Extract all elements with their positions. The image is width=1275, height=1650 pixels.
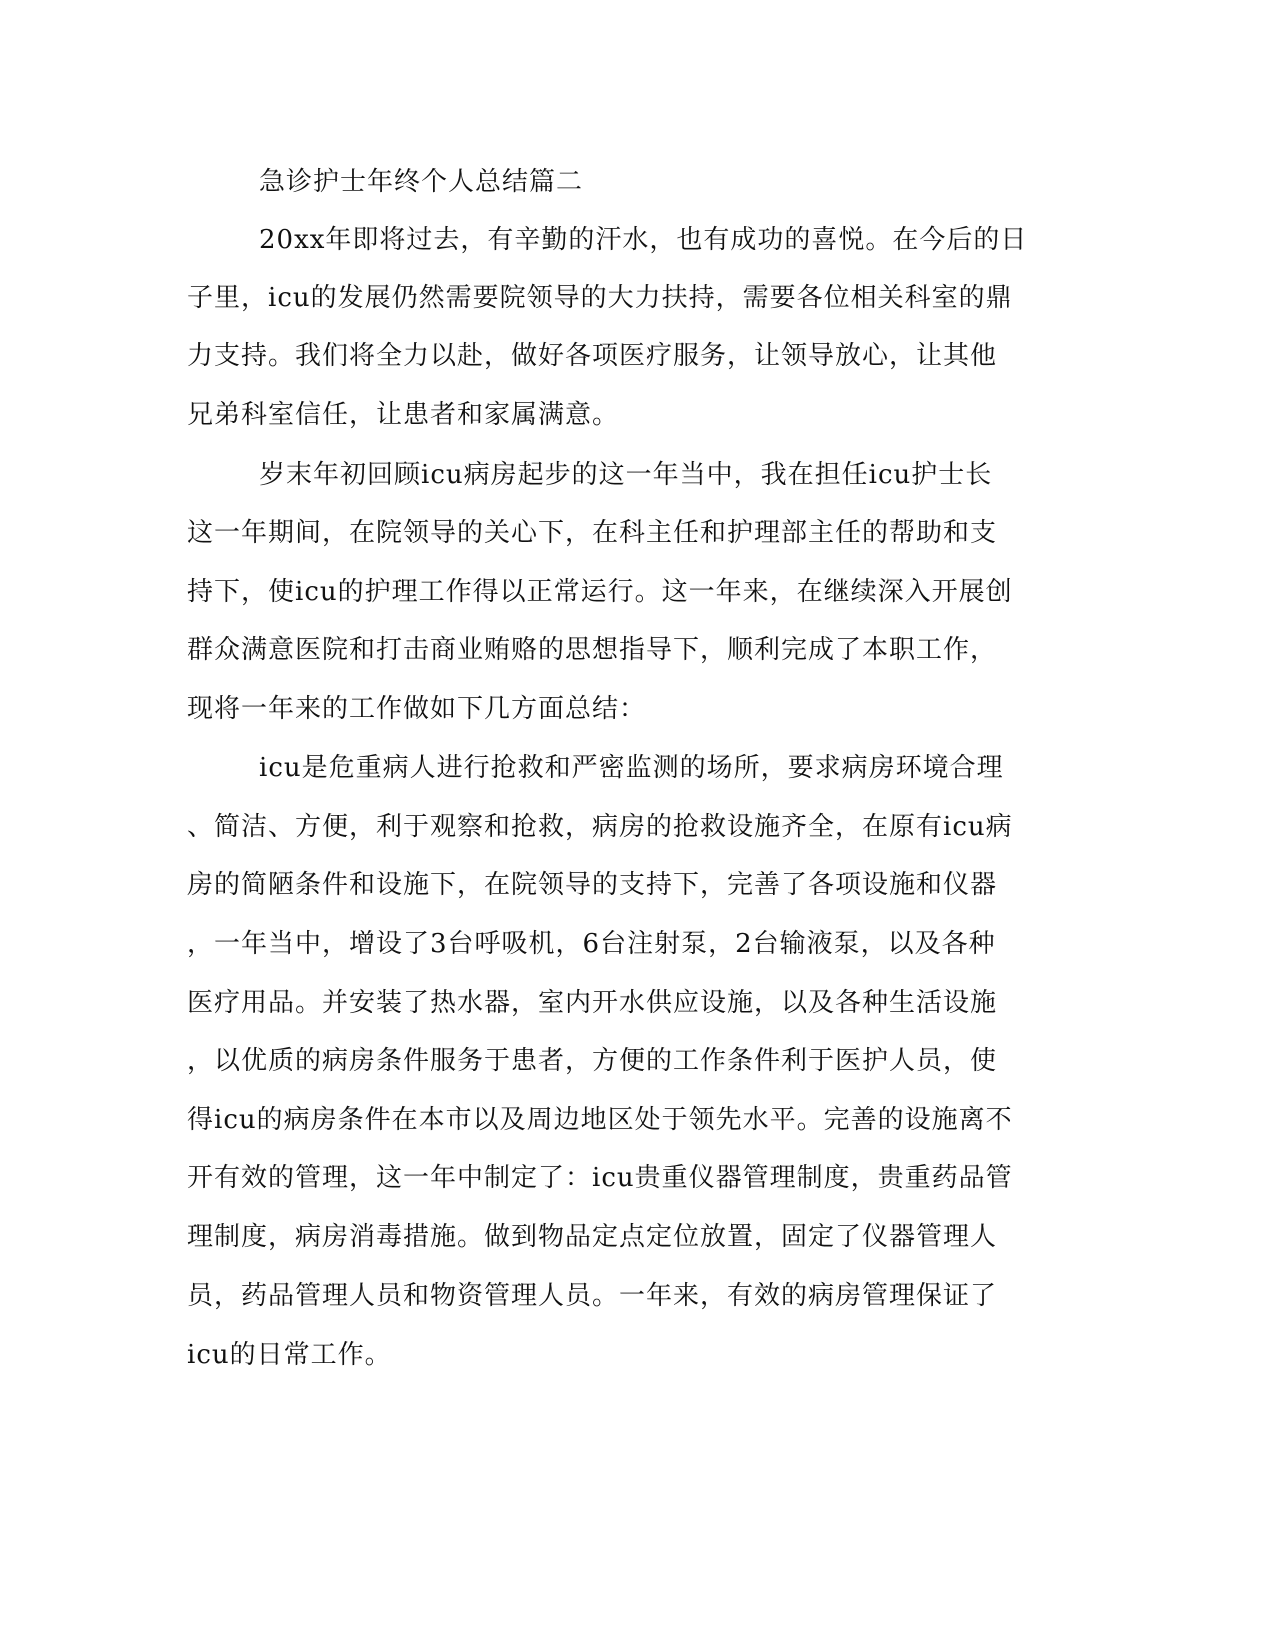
paragraph-1-line-1: 20xx年即将过去，有辛勤的汗水，也有成功的喜悦。在今后的日 xyxy=(259,225,1028,255)
document-title: 急诊护士年终个人总结篇二 xyxy=(259,167,584,197)
paragraph-2-line-1: 岁末年初回顾icu病房起步的这一年当中，我在担任icu护士长 xyxy=(259,460,993,490)
paragraph-3-line-10: 员，药品管理人员和物资管理人员。一年来，有效的病房管理保证了 xyxy=(187,1281,998,1311)
paragraph-3-line-3: 房的简陋条件和设施下，在院领导的支持下，完善了各项设施和仪器 xyxy=(187,870,998,900)
paragraph-3-line-8: 开有效的管理，这一年中制定了：icu贵重仪器管理制度，贵重药品管 xyxy=(187,1163,1013,1193)
paragraph-3-line-2: 、简洁、方便，利于观察和抢救，病房的抢救设施齐全，在原有icu病 xyxy=(187,812,1013,842)
paragraph-3-line-6: ，以优质的病房条件服务于患者，方便的工作条件利于医护人员，使 xyxy=(187,1046,998,1076)
paragraph-3-line-7: 得icu的病房条件在本市以及周边地区处于领先水平。完善的设施离不 xyxy=(187,1105,1013,1135)
paragraph-2-line-4: 群众满意医院和打击商业贿赂的思想指导下，顺利完成了本职工作， xyxy=(187,635,998,665)
paragraph-2-line-3: 持下，使icu的护理工作得以正常运行。这一年来，在继续深入开展创 xyxy=(187,577,1013,607)
paragraph-1-line-3: 力支持。我们将全力以赴，做好各项医疗服务，让领导放心，让其他 xyxy=(187,341,998,371)
paragraph-1-line-4: 兄弟科室信任，让患者和家属满意。 xyxy=(187,400,620,430)
paragraph-1-line-2: 子里，icu的发展仍然需要院领导的大力扶持，需要各位相关科室的鼎 xyxy=(187,283,1013,313)
paragraph-3-line-4: ，一年当中，增设了3台呼吸机，6台注射泵，2台输液泵，以及各种 xyxy=(187,929,996,959)
paragraph-3-line-5: 医疗用品。并安装了热水器，室内开水供应设施，以及各种生活设施 xyxy=(187,988,998,1018)
paragraph-2-line-5: 现将一年来的工作做如下几方面总结： xyxy=(187,694,647,724)
paragraph-3-line-11: icu的日常工作。 xyxy=(187,1340,392,1370)
paragraph-3-line-1: icu是危重病人进行抢救和严密监测的场所，要求病房环境合理 xyxy=(259,753,1004,783)
paragraph-3-line-9: 理制度，病房消毒措施。做到物品定点定位放置，固定了仪器管理人 xyxy=(187,1222,998,1252)
paragraph-2-line-2: 这一年期间，在院领导的关心下，在科主任和护理部主任的帮助和支 xyxy=(187,518,998,548)
